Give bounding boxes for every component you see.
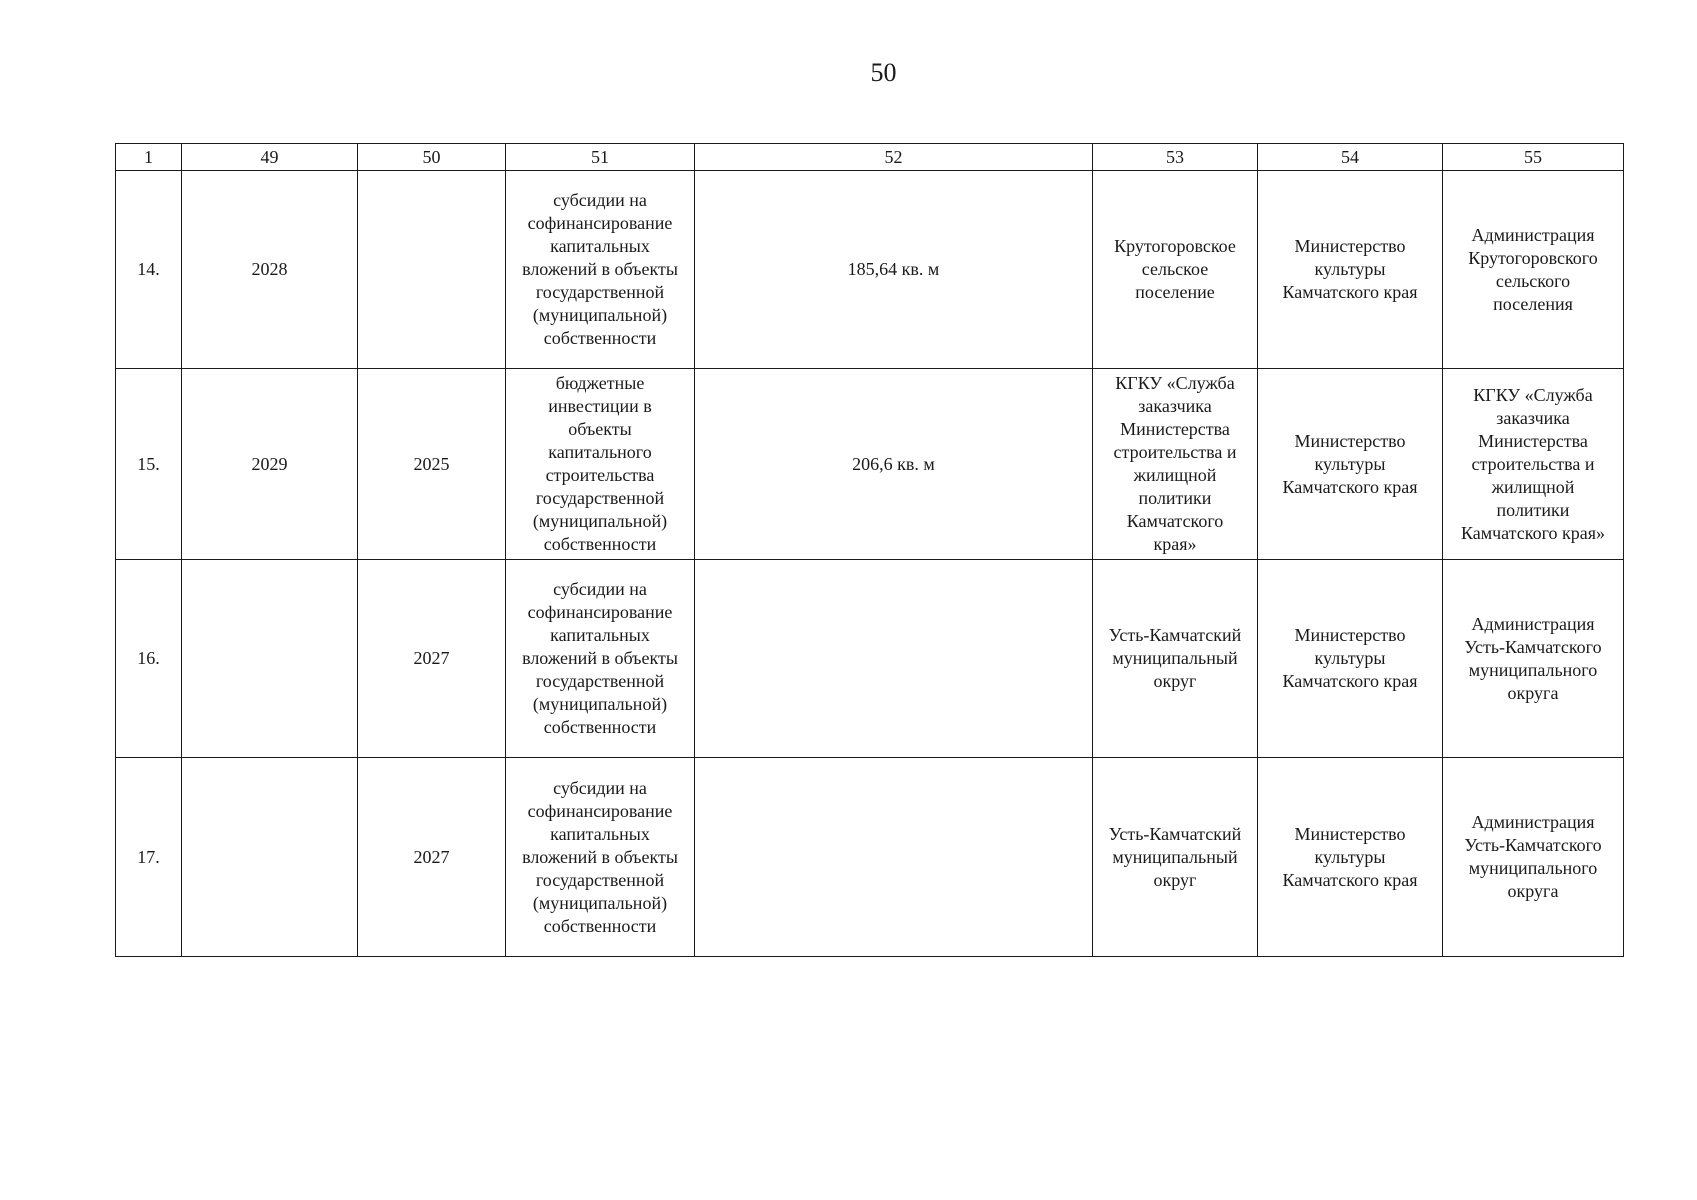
- row-number-cell: 14.: [116, 171, 182, 369]
- funding-type-cell: субсидии на софинансирование капитальных вложений в объекты государственной (муниципальной) собственности: [506, 758, 695, 957]
- row-number-cell: 16.: [116, 560, 182, 758]
- column-header: 49: [182, 144, 358, 171]
- year-cell: 2029: [182, 369, 358, 560]
- year-cell: 2028: [182, 171, 358, 369]
- capacity-cell: [695, 560, 1093, 758]
- recipient-cell: Усть-Камчатский муниципальный округ: [1093, 758, 1258, 957]
- customer-cell: Администрация Усть-Камчатского муниципального округа: [1443, 560, 1624, 758]
- table-row: [116, 369, 1624, 560]
- ministry-cell: Министерство культуры Камчатского края: [1258, 758, 1443, 957]
- ministry-cell: Министерство культуры Камчатского края: [1258, 369, 1443, 560]
- capacity-cell: 206,6 кв. м: [695, 369, 1093, 560]
- year-cell: 2027: [358, 758, 506, 957]
- row-number-cell: 15.: [116, 369, 182, 560]
- customer-cell: Администрация Усть-Камчатского муниципального округа: [1443, 758, 1624, 957]
- recipient-cell: Усть-Камчатский муниципальный округ: [1093, 560, 1258, 758]
- table-row: [116, 171, 1624, 369]
- column-header: 54: [1258, 144, 1443, 171]
- table-row: [116, 560, 1624, 758]
- column-header: 55: [1443, 144, 1624, 171]
- customer-cell: Администрация Крутогоровского сельского поселения: [1443, 171, 1624, 369]
- column-header: 1: [116, 144, 182, 171]
- column-header: 53: [1093, 144, 1258, 171]
- capacity-cell: [695, 758, 1093, 957]
- customer-cell: КГКУ «Служба заказчика Министерства строительства и жилищной политики Камчатского края»: [1443, 369, 1624, 560]
- table-header-row: [116, 144, 1624, 171]
- year-cell: [182, 758, 358, 957]
- year-cell: 2027: [358, 560, 506, 758]
- row-number-cell: 17.: [116, 758, 182, 957]
- funding-type-cell: субсидии на софинансирование капитальных вложений в объекты государственной (муниципальной) собственности: [506, 171, 695, 369]
- year-cell: [358, 171, 506, 369]
- capacity-cell: 185,64 кв. м: [695, 171, 1093, 369]
- recipient-cell: КГКУ «Служба заказчика Министерства строительства и жилищной политики Камчатского края»: [1093, 369, 1258, 560]
- recipient-cell: Крутогоровское сельское поселение: [1093, 171, 1258, 369]
- column-header: 51: [506, 144, 695, 171]
- ministry-cell: Министерство культуры Камчатского края: [1258, 560, 1443, 758]
- year-cell: [182, 560, 358, 758]
- year-cell: 2025: [358, 369, 506, 560]
- page-number-text: 50: [870, 58, 897, 87]
- funding-type-cell: субсидии на софинансирование капитальных вложений в объекты государственной (муниципальной) собственности: [506, 560, 695, 758]
- column-header: 52: [695, 144, 1093, 171]
- ministry-cell: Министерство культуры Камчатского края: [1258, 171, 1443, 369]
- page-number: [0, 58, 1697, 88]
- table-row: [116, 758, 1624, 957]
- column-header: 50: [358, 144, 506, 171]
- funding-type-cell: бюджетные инвестиции в объекты капитального строительства государственной (муниципальной) собственности: [506, 369, 695, 560]
- data-table: [115, 143, 1624, 957]
